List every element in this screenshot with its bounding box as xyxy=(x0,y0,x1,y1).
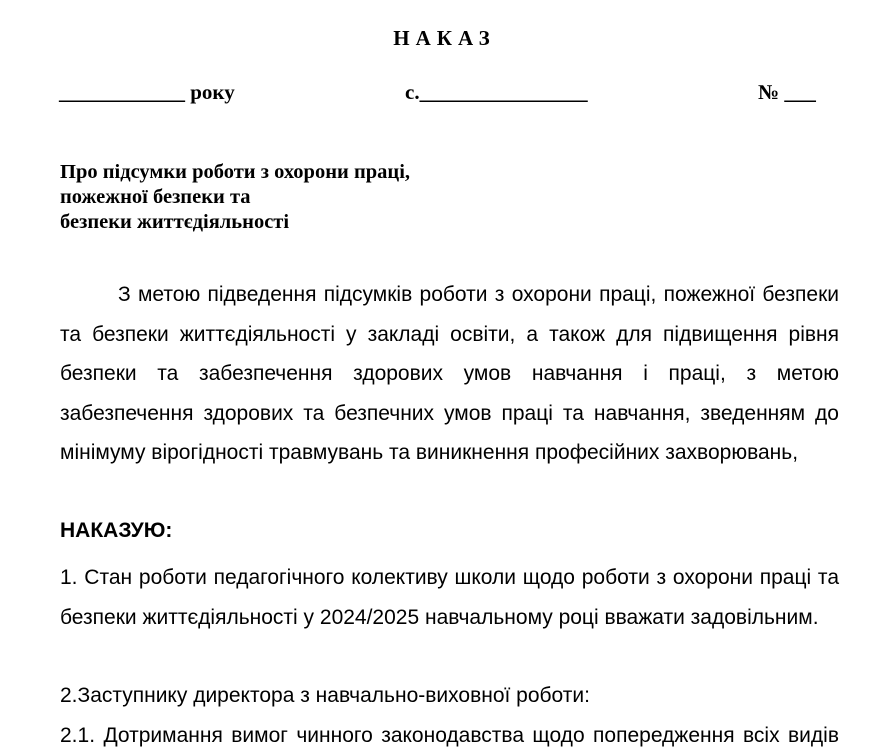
subject-line-2: пожежної безпеки та xyxy=(60,186,251,208)
order-place-field: с.________________ xyxy=(405,80,588,104)
order-item-2: 2.Заступнику директора з навчально-виховної роботи: xyxy=(60,684,590,707)
subject-line-1: Про підсумки роботи з охорони праці, xyxy=(60,161,411,183)
subject-line-3: безпеки життєдіяльності xyxy=(60,211,290,233)
order-date-field: ____________ року xyxy=(59,80,235,104)
order-heading: НАКАЗУЮ: xyxy=(60,519,173,542)
order-item-2-1: 2.1. Дотримання вимог чинного законодавства щодо попередження всіх видів xyxy=(60,724,839,747)
intro-paragraph: З метою підведення підсумків роботи з охорони праці, пожежної безпеки та безпеки життєдіяльності у закладі освіти, а також для підвищення рівня безпеки та забезпечення здорових умов навчання і праці, з метою забезпечення здорових та безпечних умов праці та навчання, зведенням до мінімуму вірогідності травмувань та виникнення професійних захворювань, xyxy=(60,283,839,464)
order-item-1: 1. Стан роботи педагогічного колективу школи щодо роботи з охорони праці та безпеки життєдіяльності у 2024/2025 навчальному році вважати задовільним. xyxy=(60,566,839,629)
order-number-field: № ___ xyxy=(758,80,816,104)
document-title: НАКАЗ xyxy=(393,26,496,50)
order-subject xyxy=(60,160,410,235)
